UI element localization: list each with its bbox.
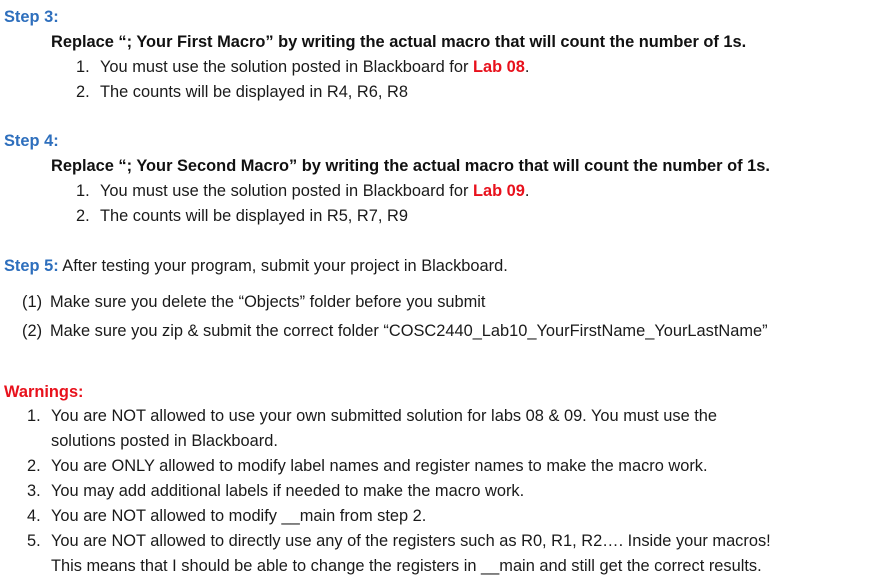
step5-item-1	[22, 291, 485, 313]
list-text: You may add additional labels if needed to make the macro work.	[51, 482, 525, 500]
list-text: You are NOT allowed to modify __main from step 2.	[51, 507, 427, 525]
step3-item-1	[76, 56, 529, 78]
list-number: (1)	[22, 293, 43, 311]
list-number: 5.	[27, 532, 41, 550]
list-number: 2.	[27, 457, 41, 475]
list-text: You are NOT allowed to directly use any of the registers such as R0, R1, R2…. Inside your macros!	[51, 532, 771, 550]
warning-item-3	[27, 480, 524, 502]
list-tail: .	[524, 182, 530, 200]
step4-item-2	[76, 205, 408, 227]
list-text: You must use the solution posted in Blackboard for	[100, 58, 473, 76]
step5-line	[4, 255, 508, 277]
step4-heading: Step 4:	[4, 132, 59, 150]
step4-instruction: Replace “; Your Second Macro” by writing the actual macro that will count the number of 1s.	[51, 157, 770, 175]
warning-item-5	[27, 530, 771, 552]
list-text: You are ONLY allowed to modify label names and register names to make the macro work.	[51, 457, 708, 475]
list-number: 2.	[76, 207, 90, 225]
step3-heading: Step 3:	[4, 8, 59, 26]
warning-item-2	[27, 455, 708, 477]
lab-highlight: Lab 09	[472, 182, 525, 200]
warning-item-1	[27, 405, 717, 427]
list-number: (2)	[22, 322, 43, 340]
list-text: You must use the solution posted in Blackboard for	[100, 182, 473, 200]
list-number: 1.	[76, 182, 90, 200]
warnings-heading: Warnings:	[4, 383, 84, 401]
step5-heading: Step 5:	[4, 257, 59, 275]
list-tail: .	[524, 58, 530, 76]
step3-item-2	[76, 81, 408, 103]
list-text: Make sure you delete the “Objects” folder before you submit	[50, 293, 486, 311]
list-text: You are NOT allowed to use your own submitted solution for labs 08 & 09. You must use the	[51, 407, 718, 425]
list-text: Make sure you zip & submit the correct folder “COSC2440_Lab10_YourFirstName_YourLastName”	[50, 322, 768, 340]
list-number: 1.	[27, 407, 41, 425]
list-text: The counts will be displayed in R5, R7, R9	[100, 207, 408, 225]
step5-item-2	[22, 320, 768, 342]
list-number: 4.	[27, 507, 41, 525]
list-number: 2.	[76, 83, 90, 101]
warning-item-1-continuation: solutions posted in Blackboard.	[51, 432, 278, 450]
lab-highlight: Lab 08	[472, 58, 525, 76]
list-number: 3.	[27, 482, 41, 500]
step4-item-1	[76, 180, 529, 202]
warning-item-5-continuation: This means that I should be able to change the registers in __main and still get the correct results.	[51, 557, 762, 575]
step3-instruction: Replace “; Your First Macro” by writing the actual macro that will count the number of 1s.	[51, 33, 747, 51]
list-text: The counts will be displayed in R4, R6, R8	[100, 83, 408, 101]
list-number: 1.	[76, 58, 90, 76]
warning-item-4	[27, 505, 426, 527]
step5-text: After testing your program, submit your project in Blackboard.	[58, 257, 508, 275]
